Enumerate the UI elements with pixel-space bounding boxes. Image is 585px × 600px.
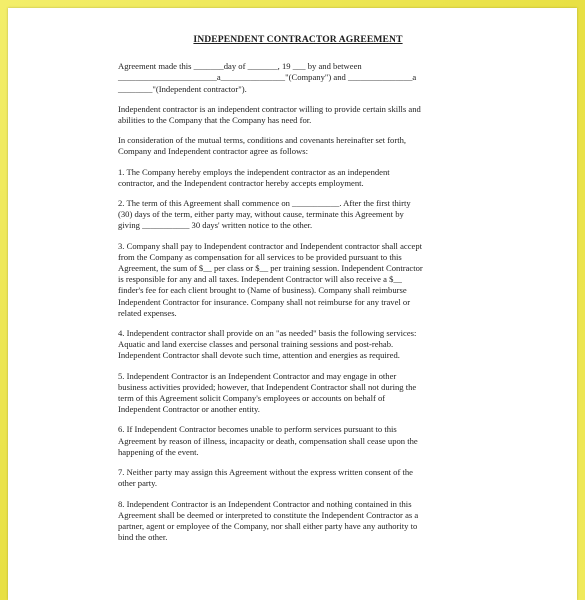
paragraph-6: [118, 241, 468, 319]
paragraph-line: Aquatic and land exercise classes and personal training sessions and post-rehab.: [118, 339, 394, 350]
paragraph-line: contractor, and the Independent contractor hereby accepts employment.: [118, 177, 364, 188]
paragraph-line: term of this Agreement solicit Company's employees or accounts on behalf of: [118, 393, 386, 404]
paragraph-3: [118, 135, 468, 157]
paragraph-line: happening of the event.: [118, 446, 199, 457]
paragraph-10: [118, 467, 468, 489]
paragraph-line: abilities to the Company that the Company has need for.: [118, 115, 312, 126]
paragraph-line: 3. Company shall pay to Independent contractor and Independent contractor shall accept: [118, 240, 423, 251]
paragraph-line: Independent contractor is an independent contractor willing to provide certain skills and: [118, 103, 421, 114]
paragraph-11: [118, 499, 468, 544]
paragraph-5: [118, 198, 468, 232]
paragraph-9: [118, 424, 468, 458]
paragraph-line: Agreement by reason of illness, incapacity or death, compensation shall cease upon the: [118, 435, 418, 446]
paragraph-line: 8. Independent Contractor is an Independent Contractor and nothing contained in this: [118, 498, 412, 509]
paragraph-line: giving ___________ 30 days' written notice to the other.: [118, 220, 313, 231]
document-title: INDEPENDENT CONTRACTOR AGREEMENT: [193, 34, 403, 45]
paragraph-line: other party.: [118, 478, 158, 489]
paragraph-line: ________"(Independent contractor").: [118, 83, 247, 94]
paragraph-line: Agreement made this _______day of _______, 19 ___ by and between: [118, 61, 362, 72]
paragraph-line: 7. Neither party may assign this Agreement without the express written consent of the: [118, 467, 413, 478]
paragraph-line: finder's fee for each client brought to (Name of business). Company shall reimburse: [118, 285, 407, 296]
paragraph-2: [118, 104, 468, 126]
paragraph-line: 6. If Independent Contractor becomes unable to perform services pursuant to this: [118, 424, 397, 435]
paragraph-4: [118, 167, 468, 189]
paragraph-line: _______________________a_______________"(Company") and _______________a: [118, 72, 417, 83]
paragraph-line: partner, agent or employee of the Company, nor shall either party have any authority to: [118, 520, 418, 531]
paragraph-line: 4. Independent contractor shall provide on an "as needed" basis the following services:: [118, 328, 417, 339]
paragraph-line: bind the other.: [118, 532, 168, 543]
paragraph-line: Company and Independent contractor agree as follows:: [118, 146, 308, 157]
paragraph-line: 1. The Company hereby employs the independent contractor as an independent: [118, 166, 390, 177]
paragraph-line: Independent Contractor for insurance. Company shall not reimburse for any travel or: [118, 296, 411, 307]
paragraph-8: [118, 371, 468, 416]
paragraph-7: [118, 328, 468, 362]
paragraph-line: In consideration of the mutual terms, conditions and covenants hereinafter set forth,: [118, 135, 407, 146]
paragraph-1: [118, 61, 468, 95]
paragraph-line: related expenses.: [118, 307, 177, 318]
paragraph-line: Agreement, the sum of $__ per class or $__ per training session. Independent Contractor: [118, 263, 423, 274]
paragraph-list: [118, 61, 468, 543]
paragraph-line: is responsible for any and all taxes. Independent Contractor will also receive a $__: [118, 274, 402, 285]
paragraph-line: Agreement shall be deemed or interpreted to constitute the Independent Contractor as a: [118, 509, 419, 520]
paragraph-line: 5. Independent Contractor is an Independent Contractor and may engage in other: [118, 370, 397, 381]
paragraph-line: from the Company as compensation for all services to be provided pursuant to this: [118, 251, 402, 262]
document-body: [118, 34, 468, 552]
document-page: [8, 8, 577, 600]
paragraph-line: Independent Contractor or another entity.: [118, 404, 260, 415]
paragraph-line: Independent Contractor shall devote such time, attention and energies as required.: [118, 350, 400, 361]
paragraph-line: 2. The term of this Agreement shall commence on ___________. After the first thirty: [118, 198, 411, 209]
paragraph-line: (30) days of the term, either party may, without cause, terminate this Agreement by: [118, 209, 404, 220]
paragraph-line: business activities provided; however, that Independent Contractor shall not during the: [118, 381, 417, 392]
